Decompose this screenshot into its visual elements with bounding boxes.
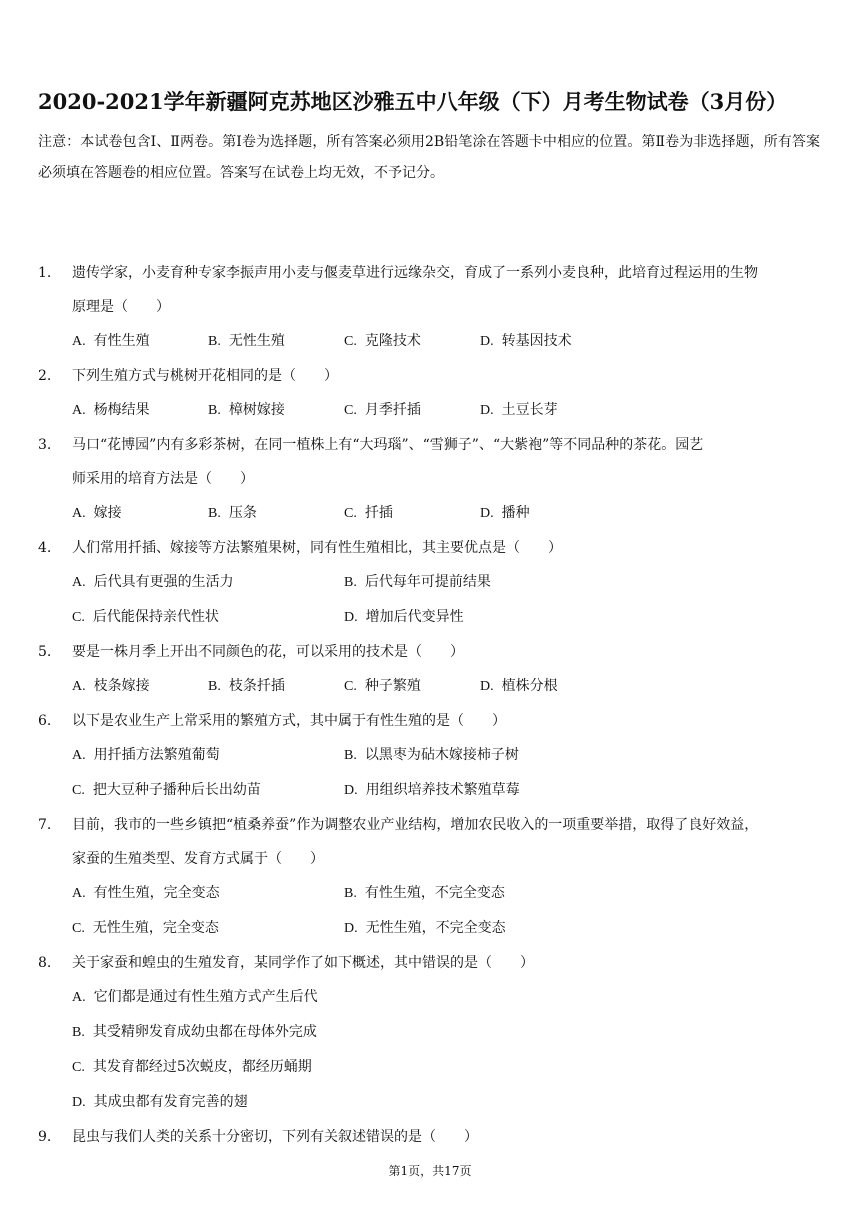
question-indent bbox=[38, 290, 72, 324]
option-group bbox=[38, 324, 820, 359]
question-stem: 遗传学家，小麦育种专家李振声用小麦与偃麦草进行远缘杂交，育成了一系列小麦良种，此培育过程运用的生物 bbox=[72, 265, 758, 281]
option-letter: D. bbox=[344, 783, 358, 798]
answer-option bbox=[344, 565, 616, 600]
option-text: 有性生殖，不完全变态 bbox=[364, 885, 505, 901]
option-letter: B. bbox=[208, 679, 221, 694]
answer-option bbox=[72, 496, 208, 531]
option-text: 后代每年可提前结果 bbox=[364, 574, 491, 590]
answer-option bbox=[480, 324, 616, 359]
option-text: 土豆长芽 bbox=[501, 402, 558, 418]
question-item bbox=[38, 635, 820, 704]
question-indent bbox=[38, 462, 72, 496]
option-letter: C. bbox=[72, 783, 85, 798]
option-text: 无性生殖，完全变态 bbox=[92, 920, 219, 936]
option-text: 它们都是通过有性生殖方式产生后代 bbox=[93, 989, 318, 1005]
option-letter: D. bbox=[480, 506, 494, 521]
answer-option bbox=[72, 876, 344, 911]
answer-option bbox=[72, 1050, 820, 1085]
question-list bbox=[38, 256, 820, 1154]
option-letter: B. bbox=[72, 1025, 85, 1040]
question-line bbox=[38, 808, 820, 842]
question-number: 8. bbox=[38, 955, 52, 971]
option-group bbox=[38, 565, 820, 635]
option-group bbox=[38, 669, 820, 704]
question-item bbox=[38, 256, 820, 359]
option-letter: D. bbox=[480, 403, 494, 418]
answer-option bbox=[72, 773, 344, 808]
option-text: 用组织培养技术繁殖草莓 bbox=[365, 782, 520, 798]
option-text: 植株分根 bbox=[501, 678, 558, 694]
exam-title: 2020-2021学年新疆阿克苏地区沙雅五中八年级（下）月考生物试卷（3月份） bbox=[38, 89, 788, 114]
answer-option bbox=[72, 980, 820, 1015]
question-number: 2. bbox=[38, 368, 52, 384]
option-letter: A. bbox=[72, 990, 86, 1005]
answer-option bbox=[72, 565, 344, 600]
question-line bbox=[38, 359, 820, 393]
option-letter: C. bbox=[72, 921, 85, 936]
question-indent bbox=[38, 842, 72, 876]
option-letter: B. bbox=[344, 886, 357, 901]
answer-option bbox=[344, 876, 616, 911]
option-text: 增加后代变异性 bbox=[365, 609, 464, 625]
option-group bbox=[38, 393, 820, 428]
answer-option bbox=[480, 496, 616, 531]
question-item bbox=[38, 808, 820, 946]
question-line bbox=[38, 462, 820, 496]
answer-option bbox=[344, 496, 480, 531]
answer-option bbox=[344, 773, 616, 808]
option-text: 枝条扦插 bbox=[228, 678, 285, 694]
option-text: 其成虫都有发育完善的翅 bbox=[93, 1094, 248, 1110]
option-text: 嫁接 bbox=[93, 505, 122, 521]
answer-option bbox=[344, 393, 480, 428]
question-stem: 目前，我市的一些乡镇把“植桑养蚕”作为调整农业产业结构，增加农民收入的一项重要举措，取得了良好效益， bbox=[72, 817, 759, 833]
option-letter: B. bbox=[208, 506, 221, 521]
question-item bbox=[38, 704, 820, 808]
option-text: 以黑枣为砧木嫁接柿子树 bbox=[364, 747, 519, 763]
option-text: 其发育都经过5次蜕皮，都经历蛹期 bbox=[92, 1059, 312, 1075]
option-text: 用扦插方法繁殖葡萄 bbox=[93, 747, 220, 763]
option-letter: C. bbox=[344, 506, 357, 521]
option-letter: D. bbox=[344, 610, 358, 625]
question-line bbox=[38, 946, 820, 980]
question-stem: 下列生殖方式与桃树开花相同的是（ ） bbox=[72, 368, 338, 384]
option-group bbox=[38, 980, 820, 1120]
question-stem: 关于家蚕和蝗虫的生殖发育，某同学作了如下概述，其中错误的是（ ） bbox=[72, 955, 534, 971]
answer-option bbox=[72, 1085, 820, 1120]
question-number: 4. bbox=[38, 540, 52, 556]
question-stem: 马口“花博园”内有多彩茶树，在同一植株上有“大玛瑙”、“雪狮子”、“大紫袍”等不同品种的茶花。园艺 bbox=[72, 437, 704, 453]
answer-option bbox=[344, 911, 616, 946]
question-stem: 家蚕的生殖类型、发育方式属于（ ） bbox=[72, 851, 324, 867]
question-stem: 师采用的培育方法是（ ） bbox=[72, 471, 254, 487]
exam-notice: 注意：本试卷包含Ⅰ、Ⅱ两卷。第Ⅰ卷为选择题，所有答案必须用2B铅笔涂在答题卡中相应的位置。第Ⅱ卷为非选择题，所有答案必须填在答题卷的相应位置。答案写在试卷上均无效，不予记分。 bbox=[38, 134, 820, 181]
question-stem: 以下是农业生产上常采用的繁殖方式，其中属于有性生殖的是（ ） bbox=[72, 713, 506, 729]
question-stem: 人们常用扦插、嫁接等方法繁殖果树，同有性生殖相比，其主要优点是（ ） bbox=[72, 540, 562, 556]
option-text: 克隆技术 bbox=[364, 333, 421, 349]
option-letter: A. bbox=[72, 886, 86, 901]
option-letter: A. bbox=[72, 575, 86, 590]
answer-option bbox=[72, 324, 208, 359]
option-letter: A. bbox=[72, 334, 86, 349]
question-stem: 要是一株月季上开出不同颜色的花，可以采用的技术是（ ） bbox=[72, 644, 464, 660]
option-letter: C. bbox=[72, 610, 85, 625]
option-text: 樟树嫁接 bbox=[228, 402, 285, 418]
answer-option bbox=[208, 324, 344, 359]
answer-option bbox=[72, 738, 344, 773]
question-item bbox=[38, 359, 820, 428]
answer-option bbox=[72, 1015, 820, 1050]
option-letter: A. bbox=[72, 748, 86, 763]
answer-option bbox=[72, 600, 344, 635]
option-letter: C. bbox=[344, 403, 357, 418]
option-letter: A. bbox=[72, 403, 86, 418]
question-item bbox=[38, 428, 820, 531]
question-line bbox=[38, 290, 820, 324]
answer-option bbox=[344, 600, 616, 635]
option-text: 播种 bbox=[501, 505, 530, 521]
question-line bbox=[38, 428, 820, 462]
question-number: 1. bbox=[38, 265, 52, 281]
option-text: 月季扦插 bbox=[364, 402, 421, 418]
option-letter: A. bbox=[72, 679, 86, 694]
question-line bbox=[38, 704, 820, 738]
option-letter: D. bbox=[480, 334, 494, 349]
answer-option bbox=[208, 393, 344, 428]
option-group bbox=[38, 876, 820, 946]
option-text: 无性生殖 bbox=[228, 333, 285, 349]
question-number: 5. bbox=[38, 644, 52, 660]
question-line bbox=[38, 842, 820, 876]
option-text: 有性生殖，完全变态 bbox=[93, 885, 220, 901]
option-group bbox=[38, 496, 820, 531]
question-item bbox=[38, 946, 820, 1120]
option-text: 无性生殖，不完全变态 bbox=[365, 920, 506, 936]
option-letter: D. bbox=[480, 679, 494, 694]
option-text: 压条 bbox=[228, 505, 257, 521]
question-number: 9. bbox=[38, 1129, 52, 1145]
option-letter: C. bbox=[72, 1060, 85, 1075]
question-stem: 昆虫与我们人类的关系十分密切，下列有关叙述错误的是（ ） bbox=[72, 1129, 478, 1145]
option-text: 种子繁殖 bbox=[364, 678, 421, 694]
option-letter: D. bbox=[72, 1095, 86, 1110]
answer-option bbox=[208, 496, 344, 531]
question-line bbox=[38, 256, 820, 290]
answer-option bbox=[208, 669, 344, 704]
option-group bbox=[38, 738, 820, 808]
option-text: 其受精卵发育成幼虫都在母体外完成 bbox=[92, 1024, 317, 1040]
page-footer: 第1页，共17页 bbox=[388, 1164, 472, 1178]
answer-option bbox=[480, 669, 616, 704]
option-letter: D. bbox=[344, 921, 358, 936]
question-stem: 原理是（ ） bbox=[72, 299, 170, 315]
option-letter: B. bbox=[208, 403, 221, 418]
option-letter: B. bbox=[344, 575, 357, 590]
option-text: 把大豆种子播种后长出幼苗 bbox=[92, 782, 261, 798]
question-number: 7. bbox=[38, 817, 52, 833]
answer-option bbox=[72, 911, 344, 946]
question-line bbox=[38, 531, 820, 565]
question-line bbox=[38, 635, 820, 669]
option-text: 后代具有更强的生活力 bbox=[93, 574, 234, 590]
option-text: 杨梅结果 bbox=[93, 402, 150, 418]
question-item bbox=[38, 531, 820, 635]
option-letter: A. bbox=[72, 506, 86, 521]
option-text: 有性生殖 bbox=[93, 333, 150, 349]
question-number: 3. bbox=[38, 437, 52, 453]
answer-option bbox=[72, 393, 208, 428]
option-text: 枝条嫁接 bbox=[93, 678, 150, 694]
option-text: 扦插 bbox=[364, 505, 393, 521]
answer-option bbox=[72, 669, 208, 704]
option-letter: C. bbox=[344, 334, 357, 349]
option-letter: B. bbox=[208, 334, 221, 349]
question-line bbox=[38, 1120, 820, 1154]
answer-option bbox=[480, 393, 616, 428]
answer-option bbox=[344, 738, 616, 773]
question-number: 6. bbox=[38, 713, 52, 729]
option-letter: B. bbox=[344, 748, 357, 763]
answer-option bbox=[344, 324, 480, 359]
answer-option bbox=[344, 669, 480, 704]
question-item bbox=[38, 1120, 820, 1154]
option-text: 转基因技术 bbox=[501, 333, 572, 349]
option-text: 后代能保持亲代性状 bbox=[92, 609, 219, 625]
option-letter: C. bbox=[344, 679, 357, 694]
